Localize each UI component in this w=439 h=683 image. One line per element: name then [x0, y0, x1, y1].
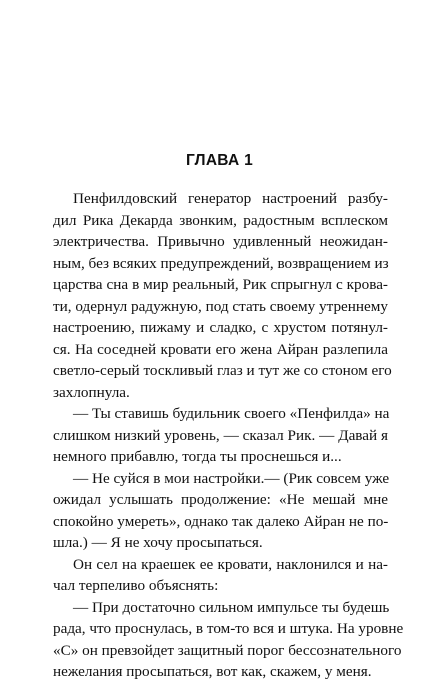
text-line: «С» он превзойдет защитный порог бессознательного — [53, 641, 402, 659]
text-line: ным, без всяких предупреждений, возвращением из — [53, 254, 389, 272]
text-line: немного прибавлю, тогда ты проснешься и... — [53, 448, 342, 465]
text-line: Пенфилдовский генератор настроений разбу- — [73, 190, 388, 207]
text-line: Он сел на краешек ее кровати, наклонился и на- — [73, 555, 388, 573]
text-line: электричества. Привычно удивленный неожидан- — [53, 233, 388, 250]
text-line: спокойно умереть», однако так далеко Айран не по- — [53, 512, 389, 530]
text-line: чал терпеливо объяснять: — [53, 577, 219, 594]
body-text — [53, 188, 404, 683]
text-line: ожидал услышать продолжение: «Не мешай мне — [53, 491, 388, 508]
text-line: — При достаточно сильном импульсе ты будешь — [73, 598, 390, 616]
text-line: шла.) — Я не хочу просыпаться. — [53, 534, 263, 551]
text-line: — Не суйся в мои настройки.— (Рик совсем уже — [73, 469, 390, 487]
text-line: слишком низкий уровень, — сказал Рик. — Давай я — [53, 426, 388, 444]
text-line: захлопнула. — [53, 383, 130, 401]
text-line: светло-серый тоскливый глаз и тут же со стоном его — [53, 362, 392, 379]
text-line: настроению, пижаму и сладко, с хрустом потянул- — [53, 319, 388, 336]
text-line: царства сна в мир реальный, Рик спрыгнул с крова- — [53, 276, 388, 293]
text-line: ся. На соседней кровати его жена Айран разлепила — [53, 340, 388, 358]
chapter-title: ГЛАВА 1 — [185, 152, 254, 169]
text-line: дил Рика Декарда звонким, радостным всплеском — [53, 211, 388, 229]
text-line: рада, что проснулась, в том-то вся и штука. На уровне — [53, 620, 404, 637]
text-line: ти, одернул радужную, под стать своему утреннему — [53, 297, 388, 315]
text-line: нежелания просыпаться, вот как, скажем, у меня. — [53, 663, 372, 680]
text-line: — Ты ставишь будильник своего «Пенфилда» на — [73, 405, 390, 422]
